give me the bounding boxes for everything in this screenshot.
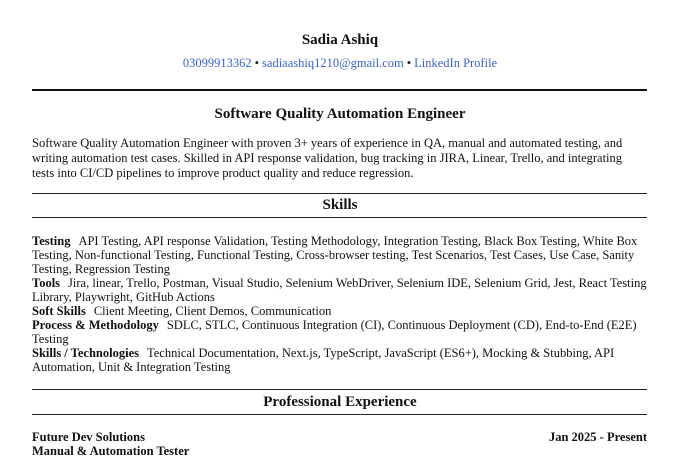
- skill-label: Skills / Technologies: [32, 346, 139, 360]
- experience-bottom-divider: [32, 414, 647, 415]
- skill-row-testing: [32, 234, 647, 276]
- contact-separator: •: [254, 56, 260, 70]
- candidate-name: Sadia Ashiq: [301, 32, 379, 48]
- skill-label: Tools: [32, 276, 61, 290]
- experience-company: Future Dev Solutions: [32, 430, 145, 444]
- skill-row-tools: [32, 276, 647, 304]
- skills-section-title: Skills: [322, 197, 358, 213]
- skill-value: SDLC, STLC, Continuous Integration (CI), Continuous Deployment (CD), End-to-End (E2E) Testing: [32, 318, 637, 346]
- skill-row-technologies: [32, 346, 647, 374]
- skill-value: API Testing, API response Validation, Testing Methodology, Integration Testing, Black Box Testing, White Box Testing, Non-functional Testing, Functional Testing, Cross-browser testing, Test Scenarios, Test Cases, Use Case, Sanity Testing, Regression Testing: [32, 234, 638, 276]
- skill-value: Client Meeting, Client Demos, Communication: [93, 304, 332, 318]
- linkedin-link[interactable]: LinkedIn Profile: [414, 56, 498, 70]
- skill-value: Jira, linear, Trello, Postman, Visual Studio, Selenium WebDriver, Selenium IDE, Selenium Grid, Jest, React Testing Library, Playwright, GitHub Actions: [32, 276, 647, 304]
- experience-role: Manual & Automation Tester: [32, 444, 190, 458]
- skill-value: Technical Documentation, Next.js, TypeScript, JavaScript (ES6+), Mocking & Stubbing, API Automation, Unit & Integration Testing: [32, 346, 615, 374]
- skill-row-soft-skills: [32, 304, 647, 318]
- professional-headline: Software Quality Automation Engineer: [214, 106, 466, 122]
- skill-label: Soft Skills: [32, 304, 86, 318]
- skills-bottom-divider: [32, 217, 647, 218]
- header-divider: [32, 89, 647, 91]
- skill-label: Process & Methodology: [32, 318, 159, 332]
- experience-section-title: Professional Experience: [263, 394, 417, 410]
- email-link[interactable]: sadiaashiq1210@gmail.com: [262, 56, 404, 70]
- summary-paragraph: Software Quality Automation Engineer with proven 3+ years of experience in QA, manual and automated testing, and writing automation test cases. Skilled in API response validation, bug tracking in JIRA, Linear, Trello, and integrating tests into CI/CD pipelines to improve product quality and reduce regression.: [32, 136, 623, 180]
- experience-dates: Jan 2025 - Present: [548, 430, 647, 444]
- experience-top-divider: [32, 389, 647, 390]
- skill-row-process: [32, 318, 647, 346]
- contact-separator: •: [406, 56, 412, 70]
- skill-label: Testing: [32, 234, 71, 248]
- phone-link[interactable]: 03099913362: [182, 56, 252, 70]
- skills-list: [32, 234, 647, 374]
- skills-top-divider: [32, 193, 647, 194]
- contact-line: [0, 55, 680, 71]
